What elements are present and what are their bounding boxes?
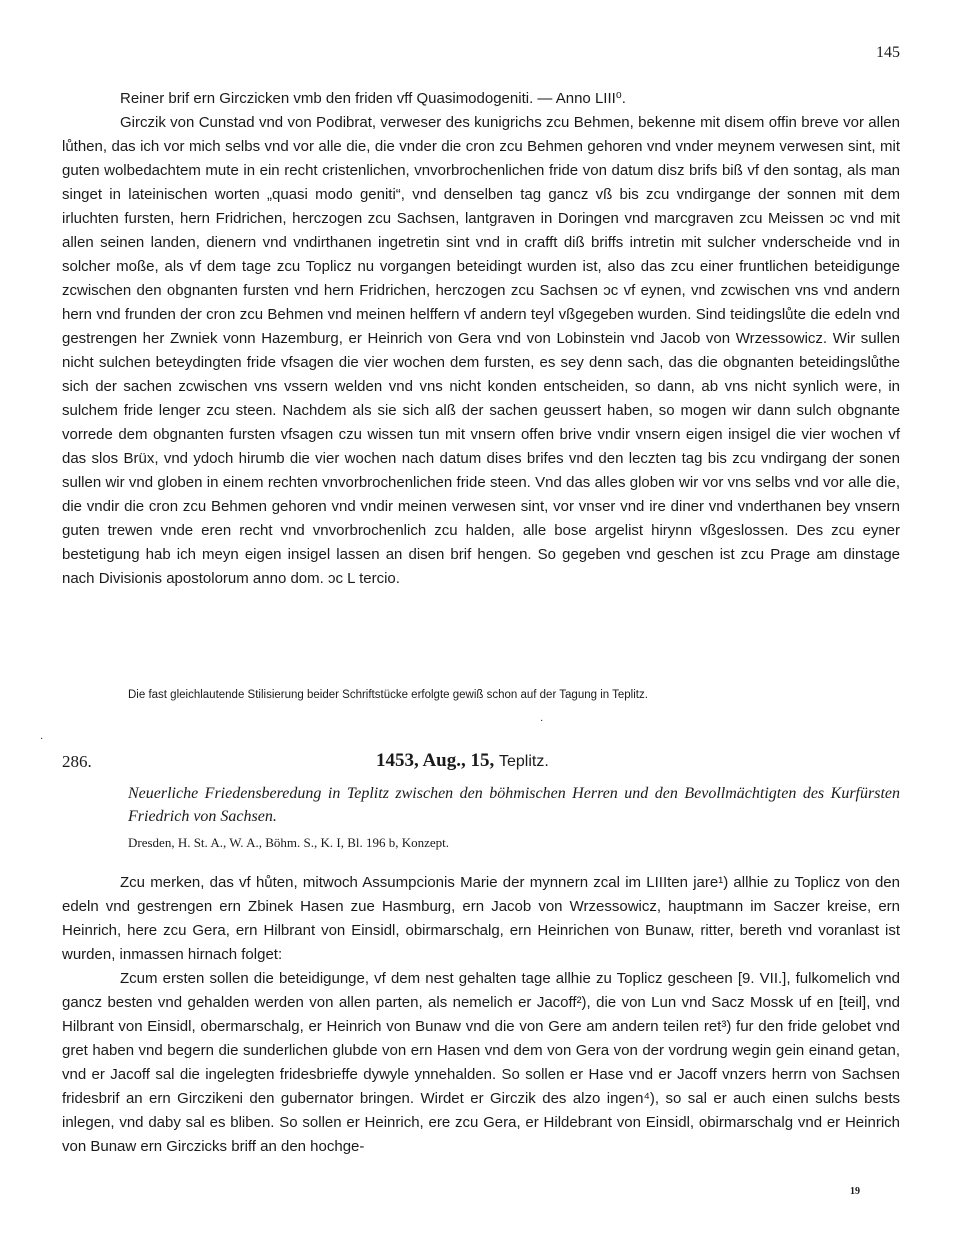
doc1-body: Girczik von Cunstad vnd von Podibrat, verweser des kunigrichs zcu Behmen, bekenne mit disem offin breve vor allen lůthen, das ich vor mich selbs vnd vor alle die, die vnder die cron zcu Behmen gehoren vnd vnder meynem verwesen sint, mit guten wolbedachtem mute in ein recht cristenlichen, vnvorbrochenlichen fride von datum disz brifs biß vf den sontag, als man singet in lateinischen worten „quasi modo geniti“, vnd denselben tag gancz vß bis zcu vndirgange der sonnen mit dem irluchten fursten, hern Fridrichen, herczogen zcu Sachsen, lantgraven in Doringen vnd marcgraven zcu Meissen ɔc vnd mit allen seinen landen, dienern vnd vndirthanen ingetretin sint vnd in crafft diß briffs intretin mit sulcher vnderscheide vnd in solcher moße, als vf dem tage zcu Toplicz nu vorgangen beteidingt wurden ist, also das zcu einer fruntlichen beteidigunge zcwischen den obgnanten fursten vnd hern Fridrichen, herczogen zcu Sachsen ɔc vf eynen, vnd zcwischen vns vnd andern hern vnd frunden der cron zcu Behmen vnd meinen helffern vf andern teyl vßgegeben wurden. Sind teidingslůte die edeln vnd gestrengen her Zwniek vonn Hazemburg, er Heinrich von Gera vnd von Lobinstein vnd Jacob von Wrzessowicz. Wir sullen nicht sulchen beteydingten fride vfsagen die vier wochen dem fursten, es sey denn sach, das die obgnanten beteidingslůthe sich der sachen zcwischen vns vssern welden vnd vns nicht konden entscheiden, so dann, ab vns nicht synlich were, in sulchem fride lenger zcu steen. Nachdem als sie sich alß der sachen geussert haben, so mogen wir dann sulch obgnante vorrede dem obgnanten fursten vfsagen czu wissen tun mit vnsern offen brive vndir vnsern eigen insigel die vier wochen vf das slos Brüx, vnd ydoch hirumb die vier wochen nach datum dises brifes vnd den leczten tag bis zcu vndirgang der sonen sullen wir vnd globen in einem rechten vnvorbrochenlichen fride steen. Vnd das alles globen wir vor vns selbs vnd vor alle die, die vndir die cron zcu Behmen gehoren vnd vndir meinen verwesen sint, vor vnser vnd ire diner vnd vnderthanen bey vnsern guten trewen vnde eren recht vnd vnvorbrochenlich zcu halden, alle bose argelist hirynn vßgeslossen. Des zcu eyner bestetigung hab ich meyn eigen insigel lassen an disen brif hengen. So gegeben vnd geschen ist zcu Prage am dinstage nach Divisionis apostolorum anno dom. ɔc L tercio.: [62, 114, 900, 587]
doc1-heading: Reiner brif ern Girczicken vmb den friden vff Quasimodogeniti. — Anno LIII⁰.: [120, 90, 626, 107]
document-286: [62, 871, 900, 1159]
doc1-note: Die fast gleichlautende Stilisierung beider Schriftstücke erfolgte gewiß schon auf der Tagung in Teplitz.: [128, 689, 648, 701]
document-page: [40, 0, 900, 1245]
decorative-dot: ·: [540, 716, 544, 727]
doc2-title: Neuerliche Friedensberedung in Teplitz zwischen den böhmischen Herren und den Bevollmächtigten des Kurfürsten Friedrich von Sachsen.: [128, 785, 900, 825]
doc2-number: 286.: [62, 752, 92, 771]
doc2-header: [62, 752, 900, 778]
document-285: [62, 87, 900, 591]
doc2-source: Dresden, H. St. A., W. A., Böhm. S., K. I, Bl. 196 b, Konzept.: [128, 835, 450, 850]
doc2-paragraph-2: Zcum ersten sollen die beteidigunge, vf dem nest gehalten tage allhie zu Toplicz gescheen [9. VII.], fulkomelich vnd gancz besten vnd gehalden werden von allen parten, als nemelich er Jacoff²), die von Lun vnd Sacz Mossk uf en [teil], vnd Hilbrant von Einsidl, obermarschalg, er Heinrich von Bunaw vnd die von Gere am andern teilen ret³) fur den fride gelobet vnd gret haben vnd begern die sunderlichen glubde von ern Hasen vnd dem von Gera von der vordrung wegin gein einand getan, vnd er Jacoff sal die ingelegten fridesbrieffe dywyle ynnehalden. So sollen er Hase vnd er Jacoff vnzers herrn von Sachsen fridesbrif an ern Girczikeni den gubernator bringen. Wirdet er Girczik des alzo ingen⁴), so sal er auch einen sulchs bests inlegen, vnd daby sal es bliben. So sollen er Heinrich, ere zcu Gera, er Hildebrant von Einsidl, obirmarschalg vnd er Heinrich von Bunaw ern Girczicks briff an den hochge-: [62, 970, 900, 1155]
doc2-place: Teplitz.: [499, 753, 549, 770]
doc2-date: 1453, Aug., 15,: [376, 750, 495, 771]
page-number: 145: [876, 44, 900, 61]
doc2-paragraph-1: Zcu merken, das vf hůten, mitwoch Assumpcionis Marie der mynnern zcal im LIIIten jare¹) allhie zu Toplicz von den edeln vnd gestrengen ern Zbinek Hasen zue Hasmburg, ern Jacob von Wrzessowicz, hauptmann im Saczer kreise, ern Heinrich, here zcu Gera, ern Hilbrant von Einsidl, obirmarschalg, ern Heinrichen von Bunaw, ritter, bereth vnd voranlast ist wurden, inmassen hirnach folget:: [62, 874, 900, 963]
doc2-date-line: [376, 750, 549, 772]
decorative-dot: ·: [40, 734, 44, 745]
signature-mark: 19: [850, 1186, 860, 1197]
